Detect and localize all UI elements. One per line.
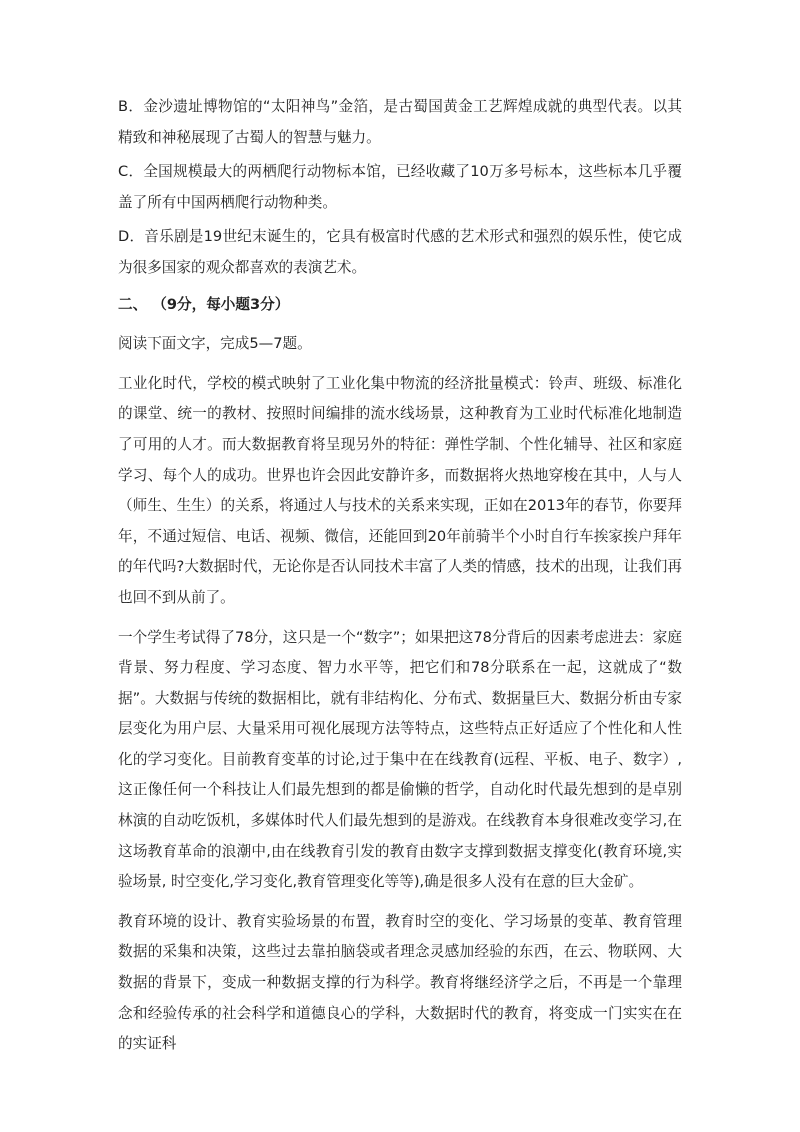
option-b: B．金沙遗址博物馆的“太阳神鸟”金箔，是古蜀国黄金工艺辉煌成就的典型代表。以其精致和神秘展现了古蜀人的智慧与魅力。 — [118, 98, 682, 146]
section-heading: 二、 （9分，每小题3分） — [118, 295, 290, 313]
section-intro: 阅读下面文字，完成5—7题。 — [118, 335, 312, 353]
option-c: C．全国规模最大的两栖爬行动物标本馆，已经收藏了10万多号标本，这些标本几乎覆盖了所有中国两栖爬行动物种类。 — [118, 163, 682, 211]
option-d: D．音乐剧是19世纪末诞生的，它具有极富时代感的艺术形式和强烈的娱乐性，使它成为很多国家的观众都喜欢的表演艺术。 — [118, 228, 682, 276]
passage-paragraph-3: 教育环境的设计、教育实验场景的布置，教育时空的变化、学习场景的变革、教育管理数据的采集和决策，这些过去靠拍脑袋或者理念灵感加经验的东西，在云、物联网、大数据的背景下，变成一种数据支撑的行为科学。教育将继经济学之后，不再是一个靠理念和经验传承的社会科学和道德良心的学科，大数据时代的教育，将变成一门实实在在的实证科 — [118, 912, 682, 1053]
passage-paragraph-1: 工业化时代，学校的模式映射了工业化集中物流的经济批量模式：铃声、班级、标准化的课堂、统一的教材、按照时间编排的流水线场景，这种教育为工业时代标准化地制造了可用的人才。而大数据教育将呈现另外的特征：弹性学制、个性化辅导、社区和家庭学习、每个人的成功。世界也许会因此安静许多，而数据将火热地穿梭在其中，人与人（师生、生生）的关系，将通过人与技术的关系来实现，正如在2013年的春节，你要拜年，不通过短信、电话、视频、微信，还能回到20年前骑半个小时自行车挨家挨户拜年的年代吗?大数据时代，无论你是否认同技术丰富了人类的情感，技术的出现，让我们再也回不到从前了。 — [118, 374, 682, 606]
passage-paragraph-2: 一个学生考试得了78分，这只是一个“数字”；如果把这78分背后的因素考虑进去：家庭背景、努力程度、学习态度、智力水平等，把它们和78分联系在一起，这就成了“数据”。大数据与传统的数据相比，就有非结构化、分布式、数据量巨大、数据分析由专家层变化为用户层、大量采用可视化展现方法等特点，这些特点正好适应了个性化和人性化的学习变化。目前教育变革的讨论,过于集中在在线教育(远程、平板、电子、数字）,这正像任何一个科技让人们最先想到的都是偷懒的哲学，自动化时代最先想到的是卓别林演的自动吃饭机，多媒体时代人们最先想到的是游戏。在线教育本身很难改变学习,在这场教育革命的浪潮中,由在线教育引发的教育由数字支撑到数据支撑变化(教育环境,实验场景, 时空变化,学习变化,教育管理变化等等),确是很多人没有在意的巨大金矿。 — [118, 628, 682, 891]
